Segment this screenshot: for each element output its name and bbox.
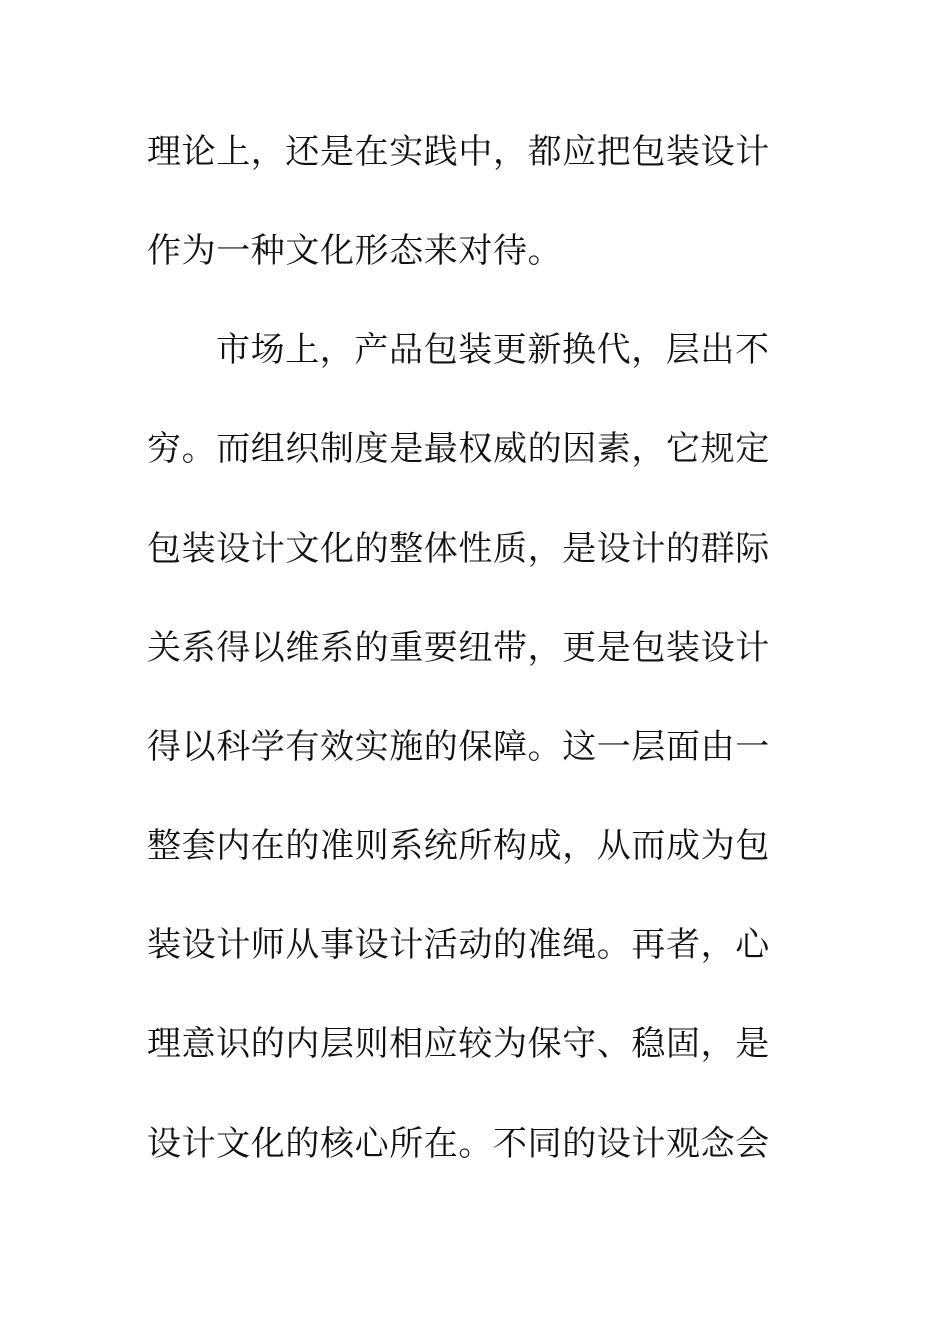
text-line: 装设计师从事设计活动的准绳。再者，心	[147, 925, 770, 965]
text-line: 作为一种文化形态来对待。	[147, 231, 563, 271]
text-line: 设计文化的核心所在。不同的设计观念会	[147, 1124, 770, 1164]
text-line: 理论上，还是在实践中，都应把包装设计	[147, 132, 770, 172]
paragraph-first-line: 市场上，产品包装更新换代，层出不	[216, 330, 770, 370]
text-line: 关系得以维系的重要纽带，更是包装设计	[147, 628, 770, 668]
text-line: 整套内在的准则系统所构成，从而成为包	[147, 826, 770, 866]
text-line: 得以科学有效实施的保障。这一层面由一	[147, 727, 770, 767]
text-line: 包装设计文化的整体性质，是设计的群际	[147, 529, 770, 569]
text-line: 理意识的内层则相应较为保守、稳固，是	[147, 1024, 770, 1064]
text-line: 穷。而组织制度是最权威的因素，它规定	[147, 429, 770, 469]
